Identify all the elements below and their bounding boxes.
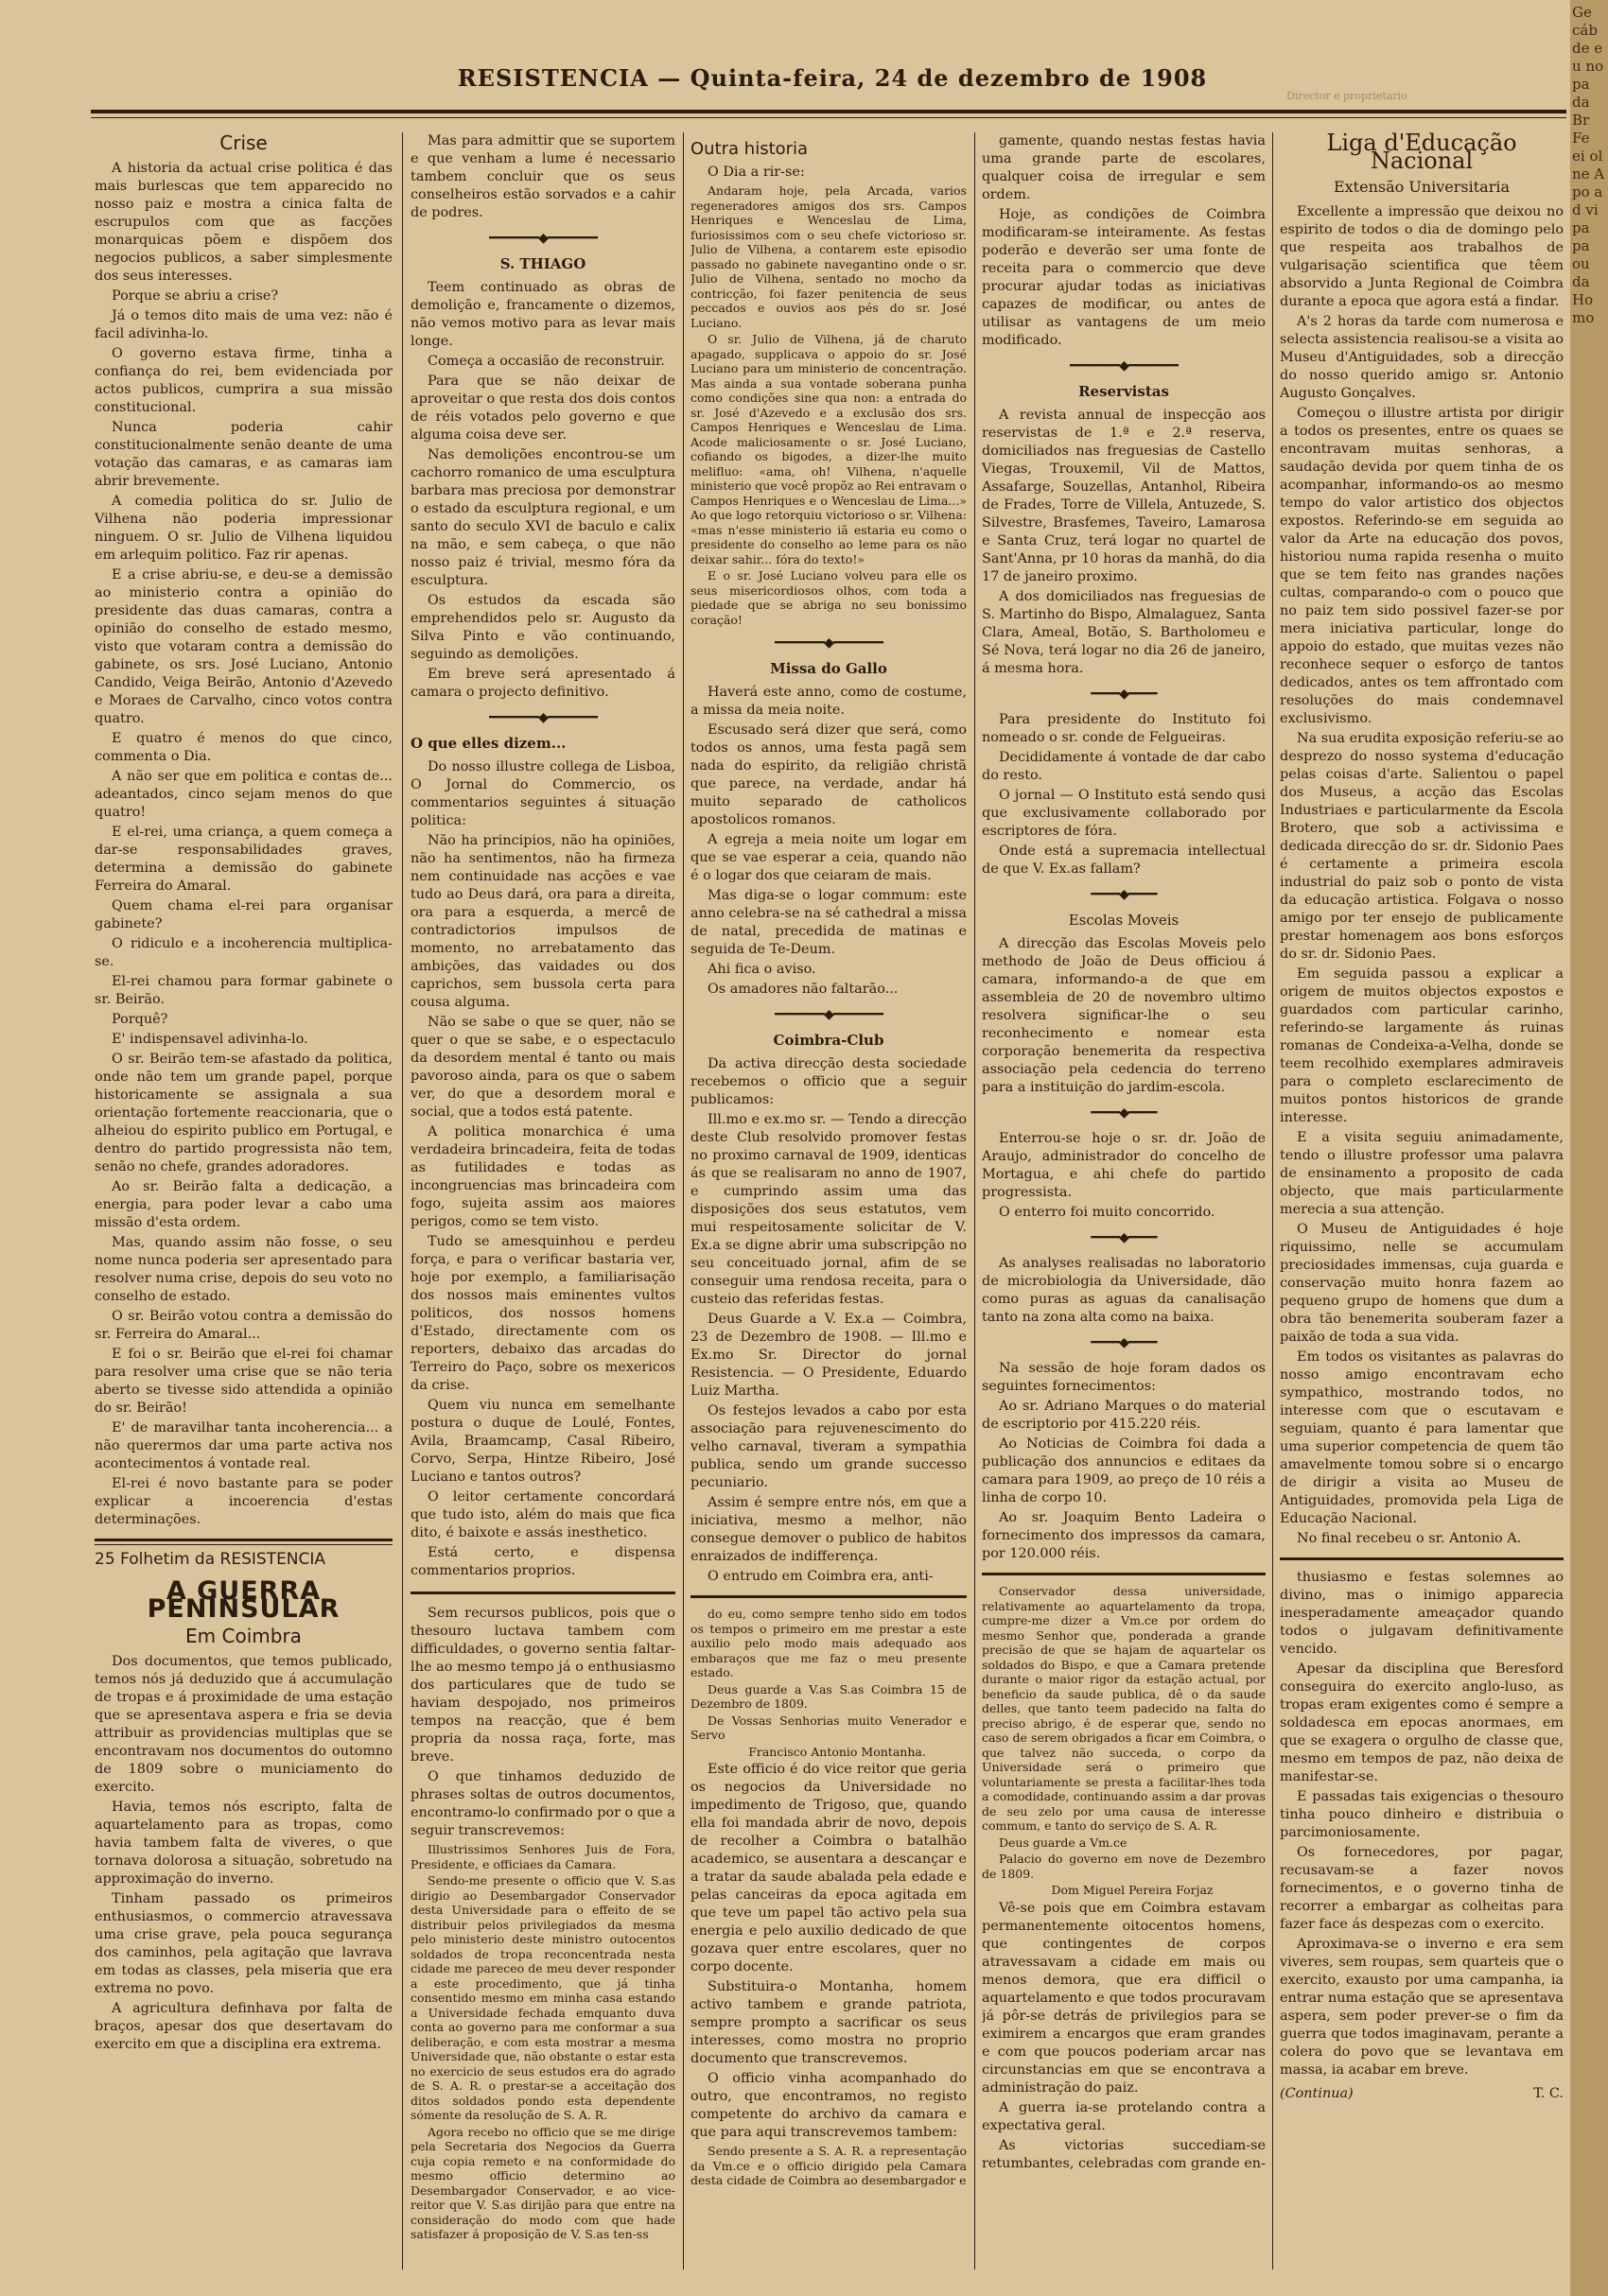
continua-row bbox=[1280, 2085, 1564, 2103]
article-subtitle: Extensão Universitaria bbox=[1333, 178, 1511, 196]
section-rule bbox=[982, 1573, 1266, 1576]
masthead-rule-thin bbox=[91, 117, 1566, 118]
paragraph: Assim é sempre entre nós, em que a iniciativa, mesmo a melhor, não consegue demover o publico de habitos enraizados de indifferença. bbox=[690, 1495, 967, 1564]
paragraph: De Vossas Senhorias muito Venerador e Servo bbox=[690, 1713, 967, 1742]
separator: ━━━━━━━◆━━━━━━━ bbox=[489, 231, 597, 246]
paragraph: A guerra ia-se protelando contra a expectativa geral. bbox=[982, 2099, 1266, 2133]
article-title-o-que-elles-dizem: O que elles dizem... bbox=[411, 735, 567, 752]
separator: ━━━━━━━◆━━━━━━━ bbox=[1070, 358, 1178, 374]
paragraph: E foi o sr. Beirão que el-rei foi chamar para resolver uma crise que se não teria aberto se tivesse sido attendida a opinião do sr. Beirão! bbox=[95, 1347, 393, 1416]
signature: T. C. bbox=[1533, 2086, 1564, 2101]
separator: ━━━━◆━━━━ bbox=[1091, 687, 1157, 702]
paragraph: Para que se não deixar de aproveitar o que resta dos dois contos de réis votados pelo governo e que alguma coisa deve ser. bbox=[411, 374, 675, 443]
paragraph: Porquê? bbox=[112, 1012, 168, 1027]
section-rule bbox=[95, 1539, 393, 1545]
paragraph: Andaram hoje, pela Arcada, varios regeneradores amigos dos srs. Campos Henriques e Wenceslau de Lima, furiosissimos com o seu chefe victorioso sr. Julio de Vilhena, a contarem este episodio passado no gabinete navegantino onde o sr. Julio de Vilhena, sentado no mocho da contricção, foi fazer penitencia de seus peccados e ouvios aos pés do sr. José Luciano. bbox=[690, 183, 967, 330]
paragraph: Sem recursos publicos, pois que o thesouro luctava tambem com difficuldades, o governo sentia faltar-lhe ao mesmo tempo já o enthusiasmo dos particulares que de tudo se haviam despojado, nos primeiros tempos na reacção, que é bem propria da nossa raça, forte, mas breve. bbox=[411, 1606, 675, 1765]
section-rule bbox=[1280, 1557, 1564, 1561]
paragraph: Em todos os visitantes as palavras do nosso amigo encontravam echo sympathico, mostrando todos, no interesse com que o escutavam e seguiam, quanto é para lamentar que uma superior competencia de quem tão amavelmente tomou sobre si o encargo de dirigir a visita ao Museu de Antiguidades, promovida pela Liga de Educação Nacional. bbox=[1280, 1349, 1564, 1526]
paragraph: Este officio é do vice reitor que geria os negocios da Universidade no impedimento de Trigoso, que, quando ella foi mandada abrir de novo, depois de recolher a Coimbra o batalhão academico, se ausentara a descançar e a tratar da saude abalada pela edade e pelas canceiras da epoca agitada em que teve um papel tão activo pela sua energia e pelo auxilio dedicado de que gozava quer entre escolares, quer no corpo docente. bbox=[690, 1762, 967, 1974]
paragraph: Substituira-o Montanha, homem activo tambem e grande patriota, sempre prompto a sacrificar os seus interesses, como mostra no proprio documento que transcrevemos. bbox=[690, 1979, 967, 2066]
paragraph: O governo estava firme, tinha a confiança do rei, bem evidenciada por actos publicos, cumprira a sua missão constitucional. bbox=[95, 346, 393, 415]
paragraph: Está certo, e dispensa commentarios proprios. bbox=[411, 1545, 675, 1578]
facing-page-edge bbox=[1570, 0, 1608, 2296]
paragraph: Já o temos dito mais de uma vez: não é facil adivinha-lo. bbox=[95, 308, 393, 341]
paragraph: O jornal — O Instituto está sendo qusi que exclusivamente collaborado por escriptores de fóra. bbox=[982, 788, 1266, 839]
article-title-escolas-moveis: Escolas Moveis bbox=[1068, 912, 1180, 929]
paragraph: Tudo se amesquinhou e perdeu força, e para o verificar bastaria ver, hoje por exemplo, a familiarisação dos nossos mais eminentes vultos politicos, dos nossos homens d'Estado, directamente com os reporters, debaixo das arcadas do Terreiro do Paço, sobre os mexericos da crise. bbox=[411, 1234, 675, 1393]
paragraph: Os amadores não faltarão... bbox=[708, 982, 899, 997]
separator: ━━━━◆━━━━ bbox=[1091, 1335, 1157, 1350]
article-title-crise: Crise bbox=[219, 132, 268, 154]
masthead: RESISTENCIA — Quinta-feira, 24 de dezembro de 1908 bbox=[457, 64, 1208, 92]
column-2 bbox=[411, 132, 675, 2279]
paragraph: Escusado será dizer que será, como todos os annos, uma festa pagã sem nada do espirito, da religião christã que parece, na verdade, andar há muito separado de catholicos apostolicos romanos. bbox=[690, 722, 967, 827]
article-title-missa-do-gallo: Missa do Gallo bbox=[770, 660, 887, 677]
paragraph: E passadas tais exigencias o thesouro tinha pouco dinheiro e distribuia o parcimoniosamente. bbox=[1280, 1789, 1564, 1840]
paragraph: Porque se abriu a crise? bbox=[112, 288, 279, 304]
paragraph: Tinham passado os primeiros enthusiasmos, o commercio atravessava uma crise grave, pela pouca segurança dos caminhos, pela agitação que lavrava em todas as classes, pela miseria que era extrema no povo. bbox=[95, 1891, 393, 1996]
paragraph: Deus guarde a V.as S.as Coimbra 15 de Dezembro de 1809. bbox=[690, 1681, 967, 1711]
paragraph: A não ser que em politica e contas de... adeantados, cinco sejam menos do que quatro! bbox=[95, 769, 393, 820]
paragraph: Palacio do governo em nove de Dezembro de 1809. bbox=[982, 1852, 1266, 1881]
paragraph: Em breve será apresentado á camara o projecto definitivo. bbox=[411, 667, 675, 700]
article-title-coimbra-club: Coimbra-Club bbox=[773, 1032, 884, 1049]
masthead-rule bbox=[91, 110, 1566, 113]
paragraph: O sr. Beirão votou contra a demissão do sr. Ferreira do Amaral... bbox=[95, 1309, 393, 1342]
corner-text: Director e proprietario bbox=[1286, 90, 1407, 102]
paragraph: As analyses realisadas no laboratorio de microbiologia da Universidade, dão como puras as aguas da canalisação tanto na zona alta como na baixa. bbox=[982, 1256, 1266, 1325]
paragraph: O Museu de Antiguidades é hoje riquissimo, nelle se accumulam preciosidades immensas, cuja guarda e conservação muito honra fazem ao pequeno grupo de homens que dum a obra tão benemerita souberam fazer a paixão de toda a sua vida. bbox=[1280, 1222, 1564, 1345]
paragraph: Sendo presente a S. A. R. a representação da Vm.ce e o officio dirigido pela Camara desta cidade de Coimbra ao desembargador e bbox=[690, 2144, 967, 2187]
paragraph: Quem viu nunca em semelhante postura o duque de Loulé, Fontes, Avila, Braamcamp, Casal Ribeiro, Corvo, Serpa, Hintze Ribeiro, José Luciano e tantos outros? bbox=[411, 1398, 675, 1485]
paragraph: O leitor certamente concordará que tudo isto, além do mais que fica dito, é baixote e assás inesthetico. bbox=[411, 1489, 675, 1540]
paragraph: A politica monarchica é uma verdadeira brincadeira, feita de todas as futilidades e todas as incongruencias mas brincadeira com fogo, sujeita assim aos maiores perigos, como se tem visto. bbox=[411, 1124, 675, 1229]
paragraph: Deus guarde a Vm.ce bbox=[999, 1835, 1127, 1850]
column-1 bbox=[95, 132, 393, 2279]
paragraph: Hoje, as condições de Coimbra modificaram-se inteiramente. As festas poderão e deverão ser uma fonte de receita para o commercio que deve procurar ajudar todas as iniciativas capazes de modificar, ou antes de utilisar as vantagens de um meio modificado. bbox=[982, 207, 1266, 348]
paragraph: Mas para admittir que se suportem e que venham a lume é necessario tambem concluir que os seus conselheiros estão sorvados e a cahir de podres. bbox=[411, 133, 675, 220]
paragraph: Os estudos da escada são emprehendidos pelo sr. Augusto da Silva Pinto e vão continuando, seguindo as demolições. bbox=[411, 593, 675, 662]
paragraph: El-rei é novo bastante para se poder explicar a incoerencia d'estas determinações. bbox=[95, 1476, 393, 1527]
letter-signature: Francisco Antonio Montanha. bbox=[748, 1744, 926, 1759]
paragraph: Para presidente do Instituto foi nomeado o sr. conde de Felgueiras. bbox=[982, 712, 1266, 745]
paragraph: Excellente a impressão que deixou no espirito de todos o dia de domingo pelo que respeita aos trabalhos de vulgarisação scientifica que têem absorvido a Junta Regional de Coimbra durante a epoca que agora está a findar. bbox=[1280, 204, 1564, 309]
paragraph: Teem continuado as obras de demolição e, francamente o dizemos, não vemos motivo para as levar mais longe. bbox=[411, 280, 675, 349]
column-3 bbox=[690, 132, 967, 2279]
article-title-outra-historia: Outra historia bbox=[690, 139, 809, 159]
paragraph: Conservador dessa universidade, relativamente ao aquartelamento da tropa, cumpre-me dizer a Vm.ce por ordem do mesmo Senhor que, ponderada a grande precisão de que se hajam de aquartelar os soldados do Bispo, e que a Camara pretende durante o maior rigor da estação actual, por beneficio da saude publica, dê o da saude delles, que tanto teem padecido na falta do preciso abrigo, é de esperar que, sendo no caso de serem obrigados a ficar em Coimbra, o que talvez não succeda, o corpo da Universidade será o primeiro que voluntariamente se presta a facilitar-lhes toda a comodidade, continuando assim a dar provas de seu zelo por uma causa de interesse commum, e tanto do serviço de S. A. R. bbox=[982, 1584, 1266, 1833]
paragraph: A's 2 horas da tarde com numerosa e selecta assistencia realisou-se a visita ao Museu d'Antiguidades, sob a direcção do nosso querido amigo sr. Antonio Augusto Gonçalves. bbox=[1280, 314, 1564, 401]
paragraph: E el-rei, uma criança, a quem começa a dar-se responsabilidades graves, determina a demissão do gabinete Ferreira do Amaral. bbox=[95, 825, 393, 894]
paragraph: Haverá este anno, como de costume, a missa da meia noite. bbox=[690, 685, 967, 718]
serial-title: A GUERRA PENINSULAR bbox=[147, 1576, 341, 1624]
paragraph: Apesar da disciplina que Beresford conseguira do exercito anglo-luso, as tropas eram exigentes como é sempre a soldadesca em epocas anormaes, em que se exagera o orgulho de classe que, mesmo em tempos de paz, não deixa de manifestar-se. bbox=[1280, 1661, 1564, 1784]
paragraph: O Dia a rir-se: bbox=[708, 165, 805, 180]
paragraph: El-rei chamou para formar gabinete o sr. Beirão. bbox=[95, 974, 393, 1007]
paragraph: O ridiculo e a incoherencia multiplica-se. bbox=[95, 936, 393, 969]
edge-text: Ge cáb de e u no pa da Br Fe ei ol ne A po a d vi pa pa ou da Ho mo bbox=[1572, 4, 1605, 326]
paragraph: Não se sabe o que se quer, não se quer o que se sabe, e o espectaculo da desordem mental é tanto ou mais pavoroso ainda, para os que o sabem ver, do que a desordem moral e social, que a todos está patente. bbox=[411, 1015, 675, 1120]
paragraph: Em seguida passou a explicar a origem de muitos objectos expostos e guardados com particular carinho, referindo-se largamente ás ruinas romanas de Condeixa-a-Velha, donde se teem recolhido exemplares admiraveis para o completo esclarecimento de muitos pontos historicos de grande interesse. bbox=[1280, 966, 1564, 1125]
paragraph: O sr. Beirão tem-se afastado da politica, onde não tem um grande papel, porque historicamente se assignala a sua orientação fortemente reaccionaria, que o alheiou do espirito publico em Portugal, e dentro do partido progressista não tem, senão no chefe, grandes adoradores. bbox=[95, 1052, 393, 1174]
paragraph: Começou o illustre artista por dirigir a todos os presentes, entre os quaes se encontravam muitas senhoras, a saudação devida por quem tinha de os acompanhar, informando-os ao mesmo tempo do valor artistico dos objectos expostos. Referindo-se em seguida ao valor da Arte na educação dos povos, historiou numa rapida resenha o muito que se tem feito nas grandes nações cultas, comparando-o com o pouco que no paiz tem sido possivel fazer-se por mera iniciativa particular, longe do appoio do estado, que muitas vezes não reconhece sequer o esforço de tantos dedicados, antes os tem affrontado com resoluções do mais condemnavel exclusivismo. bbox=[1280, 406, 1564, 726]
separator: ━━━━◆━━━━ bbox=[1091, 1105, 1157, 1121]
paragraph: Na sessão de hoje foram dados os seguintes fornecimentos: bbox=[982, 1361, 1266, 1394]
paragraph: A direcção das Escolas Moveis pelo methodo de João de Deus officiou á camara, informando-a de que em assembleia de 20 de novembro ultimo resolvera significar-lhe o seu reconhecimento e nomear esta corporação benemerita da respectiva associação pela cedencia do terreno para a instituição do jardim-escola. bbox=[982, 936, 1266, 1095]
paragraph: Ahi fica o aviso. bbox=[708, 962, 816, 977]
paragraph: A comedia politica do sr. Julio de Vilhena não poderia impressionar ninguem. O sr. Julio de Vilhena liquidou em arlequim politico. Faz rir apenas. bbox=[95, 494, 393, 563]
paragraph: A revista annual de inspecção aos reservistas de 1.ª e 2.ª reserva, domiciliados nas freguesias de Castello Viegas, Trouxemil, Vil de Mattos, Assafarge, Souzellas, Antanhol, Ribeira de Frades, Torre de Villela, Antuzede, S. Silvestre, Brasfemes, Taveiro, Lamarosa e Santa Cruz, terá logar no quartel de Sant'Anna, pr 10 horas da manhã, do dia 17 de janeiro proximo. bbox=[982, 408, 1266, 584]
paragraph: O sr. Julio de Vilhena, já de charuto apagado, supplicava o appoio do sr. José Luciano para um ministerio de concentração. Mas ainda a sua vontade soberana punha como condições sine qua non: a entrada do sr. José d'Azevedo e a exclusão dos srs. Campos Henriques e Wenceslau de Lima. Acode maliciosamente o sr. José Luciano, cofiando os bigodes, a dizer-lhe muito melifluo: «ama, oh! Vilhena, n'aquelle ministerio que você propõz ao Rei entravam o Campos Henriques e o Wenceslau de Lima...» Ao que logo retorquiu victorioso o sr. Vilhena: «mas n'esse ministerio iã estaria eu como o presidente do conselho ao leme para os não deixar sahir... fóra do texto!» bbox=[690, 332, 967, 566]
article-title-liga: Liga d'Educação Nacional bbox=[1326, 132, 1517, 174]
paragraph: Quem chama el-rei para organisar gabinete? bbox=[95, 898, 393, 931]
section-rule bbox=[690, 1595, 967, 1599]
separator: ━━━━━━━◆━━━━━━━ bbox=[489, 710, 597, 725]
paragraph: Os festejos levados a cabo por esta associação para rejuvenescimento do velho carnaval, tiveram a sympathia publica, sendo um grande successo pecuniario. bbox=[690, 1403, 967, 1490]
paragraph: O que tinhamos deduzido de phrases soltas de outros documentos, encontramo-lo confirmado por o que a seguir transcrevemos: bbox=[411, 1769, 675, 1838]
paragraph: Vê-se pois que em Coimbra estavam permanentemente oitocentos homens, que contingentes de corpos atravessavam a cidade em mais ou menos demora, que era difficil o aquartelamento e que todos procuravam já pôr-se detrás de privilegios para se eximirem a encargos que eram grandes e com que poucos poderiam arcar nas circunstancias em que se encontrava a administração do paiz. bbox=[982, 1900, 1266, 2096]
paragraph: E' de maravilhar tanta incoherencia... a não querermos dar uma parte activa nos acontecimentos á vontade real. bbox=[95, 1420, 393, 1471]
column-5 bbox=[1280, 132, 1564, 2279]
article-title-reservistas: Reservistas bbox=[1078, 383, 1169, 400]
paragraph: Na sua erudita exposição referiu-se ao desprezo do nosso systema d'educação pelas coisas d'arte. Salientou o papel dos Museus, a acção das Escolas Industriaes e particularmente da Escola Brotero, que sob a activissima e dedicada direcção do sr. dr. Sidonio Paes é certamente a primeira escola industrial do paiz sob o ponto de vista da educação artistica. Folgava o nosso amigo por ter ensejo de publicamente prestar homenagem aos bons esforços do sr. dr. Sidonio Paes. bbox=[1280, 731, 1564, 962]
article-title-s-thiago: S. THIAGO bbox=[499, 255, 586, 272]
paragraph: Ao sr. Beirão falta a dedicação, a energia, para poder levar a cabo uma missão d'esta ordem. bbox=[95, 1179, 393, 1230]
column-divider bbox=[974, 132, 975, 2270]
paragraph: A historia da actual crise politica é das mais burlescas que tem apparecido no nosso paiz e mostra a cinica falta de escrupulos com que as facções monarquicas põem e dispõem dos negocios publicos, a saber simplesmente dos seus interesses. bbox=[95, 161, 393, 284]
continua-label: (Continua) bbox=[1280, 2086, 1354, 2101]
paragraph: O officio vinha acompanhado do outro, que encontramos, no registo competente do archivo da camara e que para aqui transcrevemos tambem: bbox=[690, 2071, 967, 2140]
paragraph: Aproximava-se o inverno e era sem viveres, sem roupas, sem quarteis que o exercito, exausto por uma campanha, ia entrar numa estação que se apresentava aspera, sem poder prever-se o fim da guerra que todos imaginavam, perante a colera do povo que se levantava em massa, ia acabar em breve. bbox=[1280, 1937, 1564, 2078]
separator: ━━━━◆━━━━ bbox=[1091, 887, 1157, 902]
paragraph: Do nosso illustre collega de Lisboa, O Jornal do Commercio, os commentarios seguintes á situação politica: bbox=[411, 759, 675, 828]
column-divider bbox=[1272, 132, 1273, 2270]
letter-signature: Dom Miguel Pereira Forjaz bbox=[1051, 1883, 1214, 1897]
paragraph: Havia, temos nós escripto, falta de aquartelamento para as tropas, como havia tambem falta de viveres, o que tornava dolorosa a situação, sobretudo na approximação do inverno. bbox=[95, 1800, 393, 1887]
section-rule bbox=[411, 1592, 675, 1595]
paragraph: O enterro foi muito concorrido. bbox=[999, 1205, 1215, 1220]
paragraph: Ao Noticias de Coimbra foi dada a publicação dos annuncios e editaes da camara para 1909, ao preço de 10 réis a linha de corpo 10. bbox=[982, 1436, 1266, 1505]
column-divider bbox=[683, 132, 684, 2270]
paragraph: Não ha principios, não ha opiniões, não ha sentimentos, não ha firmeza nem continuidade nas acções e vae tudo ao Deus dará, ora para a direita, ora para a esquerda, a mercê de contradictorios impulsos de momento, no arrebatamento das ambições, das vaidades ou dos caprichos, sem bussola certa para cousa alguma. bbox=[411, 833, 675, 1010]
paragraph: Ao sr. Joaquim Bento Ladeira o fornecimento dos impressos da camara, por 120.000 réis. bbox=[982, 1510, 1266, 1561]
paragraph: E' indispensavel adivinha-lo. bbox=[112, 1032, 308, 1047]
paragraph: Nas demolições encontrou-se um cachorro romanico de uma esculptura barbara mas preciosa por demonstrar o estado da esculptura regional, e um santo do seculo XVI de baculo e calix na mão, e sem cabeça, o que não nosso paiz é trivial, mesmo fóra da esculptura. bbox=[411, 447, 675, 588]
paragraph: Ill.mo e ex.mo sr. — Tendo a direcção deste Club resolvido promover festas no proximo carnaval de 1909, identicas ás que se realisaram no anno de 1907, e cumprindo assim uma das disposições dos seus estatutos, vem mui respeitosamente solicitar de V. Ex.a se digne abrir uma subscripção no seu conceituado jornal, afim de se conseguir uma rendosa receita, para o custeio das referidas festas. bbox=[690, 1112, 967, 1307]
folhetim-label: 25 Folhetim da RESISTENCIA bbox=[95, 1550, 326, 1569]
separator: ━━━━━━━◆━━━━━━━ bbox=[775, 1007, 883, 1022]
paragraph: Deus Guarde a V. Ex.a — Coimbra, 23 de Dezembro de 1908. — Ill.mo e Ex.mo Sr. Director do jornal Resistencia. — O Presidente, Eduardo Luiz Martha. bbox=[690, 1312, 967, 1399]
paragraph: No final recebeu o sr. Antonio A. bbox=[1297, 1531, 1522, 1546]
paragraph: O entrudo em Coimbra era, anti- bbox=[708, 1569, 934, 1584]
paragraph: E o sr. José Luciano volveu para elle os seus misericordiosos olhos, com toda a piedade que se abriga no seu bonissimo coração! bbox=[690, 568, 967, 627]
paragraph: Enterrou-se hoje o sr. dr. João de Araujo, administrador do concelho de Mortagua, e ahi chefe do partido progressista. bbox=[982, 1131, 1266, 1200]
paragraph: thusiasmo e festas solemnes ao divino, mas o inimigo apparecia inesperadamente ameaçador quando todos o julgavam definitivamente vencido. bbox=[1280, 1570, 1564, 1657]
paragraph: A egreja a meia noite um logar em que se vae esperar a ceia, quando não é o logar dos que ceiaram de mais. bbox=[690, 832, 967, 883]
separator: ━━━━━━━◆━━━━━━━ bbox=[775, 635, 883, 651]
paragraph: A dos domiciliados nas freguesias de S. Martinho do Bispo, Almalaguez, Santa Clara, Ameal, Botão, S. Bartholomeu e Sé Nova, terá logar no dia 26 de janeiro, á mesma hora. bbox=[982, 589, 1266, 676]
paragraph: Onde está a supremacia intellectual de que V. Ex.as fallam? bbox=[982, 844, 1266, 877]
paragraph: A agricultura definhava por falta de braços, apesar dos que desertavam do exercito em que a disciplina era extrema. bbox=[95, 2001, 393, 2052]
paragraph: E a visita seguiu animadamente, tendo o illustre professor uma palavra de ensinamento a proposito de cada objecto, que mais particularmente merecia a sua attenção. bbox=[1280, 1130, 1564, 1217]
serial-subtitle: Em Coimbra bbox=[185, 1625, 302, 1647]
article-crise-body bbox=[95, 160, 393, 1529]
paragraph: Mas diga-se o logar commum: este anno celebra-se na sé cathedral a missa de natal, precedida de matinas e seguida de Te-Deum. bbox=[690, 888, 967, 957]
letter-paragraph: Illustrissimos Senhores Juis de Fora, Presidente, e officiaes da Camara. bbox=[411, 1842, 675, 1871]
paragraph: Da activa direcção desta sociedade recebemos o officio que a seguir publicamos: bbox=[690, 1056, 967, 1107]
paragraph: E quatro é menos do que cinco, commenta o Dia. bbox=[95, 731, 393, 764]
paragraph: Mas, quando assim não fosse, o seu nome nunca poderia ser apresentado para resolver numa crise, depois do seu voto no conselho de estado. bbox=[95, 1235, 393, 1304]
paragraph: Os fornecedores, por pagar, recusavam-se a fazer novos fornecimentos, e o governo tinha de recorrer a embargar as colheitas para fazer face ás despezas com o exercito. bbox=[1280, 1845, 1564, 1932]
paragraph: Decididamente á vontade de dar cabo do resto. bbox=[982, 750, 1266, 783]
paragraph: do eu, como sempre tenho sido em todos os tempos o primeiro em me prestar a este auxilio pelo modo mais adequado aos embaraços que me faz o meu presente estado. bbox=[690, 1607, 967, 1679]
column-divider bbox=[402, 132, 403, 2270]
paragraph: E a crise abriu-se, e deu-se a demissão ao ministerio contra a opinião do presidente das duas camaras, contra a opinião do conselho de estado mesmo, visto que votaram contra a demissão do gabinete, os srs. José Luciano, Antonio Candido, Veiga Beirão, Antonio d'Azevedo e Moraes de Carvalho, cinco votos contra quatro. bbox=[95, 567, 393, 726]
separator: ━━━━◆━━━━ bbox=[1091, 1230, 1157, 1245]
paragraph: As victorias succediam-se retumbantes, celebradas com grande en- bbox=[982, 2137, 1266, 2171]
column-4 bbox=[982, 132, 1266, 2279]
paragraph: Dos documentos, que temos publicado, temos nós já deduzido que á accumulação de tropas e á proximidade de uma estação que se apresentava aspera e fria se devia attribuir as providencias multiplas que se encontravam nos documentos do outomno de 1809 sobre o municiamento do exercito. bbox=[95, 1654, 393, 1795]
paragraph: Começa a occasião de reconstruir. bbox=[428, 354, 665, 369]
paragraph: gamente, quando nestas festas havia uma grande parte de escolares, qualquer coisa de irregular e sem ordem. bbox=[982, 133, 1266, 202]
paragraph: Ao sr. Adriano Marques o do material de escriptorio por 415.220 réis. bbox=[982, 1399, 1266, 1432]
letter-paragraph: Sendo-me presente o officio que V. S.as dirigio ao Desembargador Conservador desta Universidade para o effeito de se distribuir pelos privilegiados da mesma pelo ministerio deste ministro outocentos soldados de tropa reconcentrada nesta cidade me pareceo de meu dever responder a este procedimento, que já tinha consentido mesmo em minha casa estando a Universidade fechada emquanto duva conta ao governo para me conformar a sua deliberação, e com esta mostrar a mesma Universidade que, não obstante o estar esta no exercicio de seus estudos era do agrado de S. A. R. o prestar-se a acceitação dos ditos soldados pondo esta dependente sómente da resolução de S. A. R. bbox=[411, 1873, 675, 2122]
letter-paragraph: Agora recebo no officio que se me dirige pela Secretaria dos Negocios da Guerra cuja copia remeto e na conformidade do mesmo officio determino ao Desembargador Conservador, e ao vice-reitor que V. S.as dirijão para que entre na consideração do modo com que hade satisfazer á proposição de V. S.as ten-ss bbox=[411, 2124, 675, 2241]
paragraph: Nunca poderia cahir constitucionalmente senão deante de uma votação das camaras, e as camaras iam abrir brevemente. bbox=[95, 420, 393, 489]
